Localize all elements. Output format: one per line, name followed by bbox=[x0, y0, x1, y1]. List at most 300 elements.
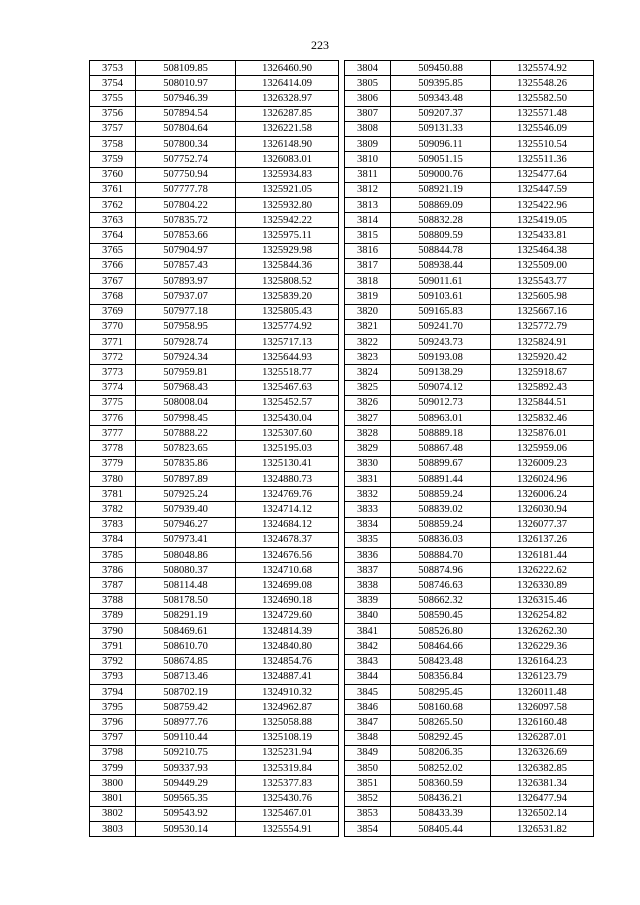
point-number-cell: 3851 bbox=[345, 776, 391, 791]
x-coordinate-cell: 509096.11 bbox=[391, 137, 491, 152]
table-row bbox=[90, 213, 339, 228]
y-coordinate-cell: 1325942.22 bbox=[236, 213, 339, 228]
table-row bbox=[345, 91, 594, 106]
y-coordinate-cell: 1325509.00 bbox=[491, 258, 594, 273]
table-row bbox=[345, 806, 594, 821]
point-number-cell: 3848 bbox=[345, 730, 391, 745]
table-row bbox=[345, 350, 594, 365]
table-row bbox=[345, 593, 594, 608]
y-coordinate-cell: 1326164.23 bbox=[491, 654, 594, 669]
page-number: 223 bbox=[311, 38, 329, 52]
y-coordinate-cell: 1325377.83 bbox=[236, 776, 339, 791]
point-number-cell: 3783 bbox=[90, 517, 136, 532]
point-number-cell: 3793 bbox=[90, 669, 136, 684]
table-row bbox=[345, 548, 594, 563]
table-row bbox=[345, 274, 594, 289]
x-coordinate-cell: 507857.43 bbox=[136, 258, 236, 273]
point-number-cell: 3842 bbox=[345, 639, 391, 654]
table-row bbox=[345, 578, 594, 593]
x-coordinate-cell: 508295.45 bbox=[391, 684, 491, 699]
table-row bbox=[345, 715, 594, 730]
table-row bbox=[90, 502, 339, 517]
table-row bbox=[345, 137, 594, 152]
point-number-cell: 3765 bbox=[90, 243, 136, 258]
y-coordinate-cell: 1325574.92 bbox=[491, 61, 594, 76]
y-coordinate-cell: 1326328.97 bbox=[236, 91, 339, 106]
point-number-cell: 3802 bbox=[90, 806, 136, 821]
point-number-cell: 3775 bbox=[90, 395, 136, 410]
x-coordinate-cell: 508109.85 bbox=[136, 61, 236, 76]
table-row bbox=[90, 700, 339, 715]
y-coordinate-cell: 1324699.08 bbox=[236, 578, 339, 593]
table-row bbox=[90, 548, 339, 563]
y-coordinate-cell: 1325467.01 bbox=[236, 806, 339, 821]
y-coordinate-cell: 1324880.73 bbox=[236, 471, 339, 486]
point-number-cell: 3821 bbox=[345, 319, 391, 334]
point-number-cell: 3769 bbox=[90, 304, 136, 319]
point-number-cell: 3805 bbox=[345, 76, 391, 91]
x-coordinate-cell: 509165.83 bbox=[391, 304, 491, 319]
table-row bbox=[345, 456, 594, 471]
x-coordinate-cell: 508832.28 bbox=[391, 213, 491, 228]
table-row bbox=[345, 213, 594, 228]
table-row bbox=[90, 441, 339, 456]
x-coordinate-cell: 507894.54 bbox=[136, 106, 236, 121]
x-coordinate-cell: 509011.61 bbox=[391, 274, 491, 289]
point-number-cell: 3832 bbox=[345, 487, 391, 502]
y-coordinate-cell: 1326160.48 bbox=[491, 715, 594, 730]
y-coordinate-cell: 1325464.38 bbox=[491, 243, 594, 258]
y-coordinate-cell: 1326077.37 bbox=[491, 517, 594, 532]
point-number-cell: 3799 bbox=[90, 761, 136, 776]
x-coordinate-cell: 507973.41 bbox=[136, 532, 236, 547]
x-coordinate-cell: 509138.29 bbox=[391, 365, 491, 380]
y-coordinate-cell: 1326123.79 bbox=[491, 669, 594, 684]
point-number-cell: 3789 bbox=[90, 608, 136, 623]
table-row bbox=[90, 608, 339, 623]
x-coordinate-cell: 507777.78 bbox=[136, 182, 236, 197]
y-coordinate-cell: 1326222.62 bbox=[491, 563, 594, 578]
x-coordinate-cell: 507958.95 bbox=[136, 319, 236, 334]
point-number-cell: 3850 bbox=[345, 761, 391, 776]
y-coordinate-cell: 1324714.12 bbox=[236, 502, 339, 517]
point-number-cell: 3852 bbox=[345, 791, 391, 806]
y-coordinate-cell: 1326024.96 bbox=[491, 471, 594, 486]
x-coordinate-cell: 508889.18 bbox=[391, 426, 491, 441]
y-coordinate-cell: 1324962.87 bbox=[236, 700, 339, 715]
table-row bbox=[345, 745, 594, 760]
x-coordinate-cell: 508292.45 bbox=[391, 730, 491, 745]
point-number-cell: 3819 bbox=[345, 289, 391, 304]
y-coordinate-cell: 1325717.13 bbox=[236, 334, 339, 349]
point-number-cell: 3822 bbox=[345, 334, 391, 349]
x-coordinate-cell: 508590.45 bbox=[391, 608, 491, 623]
x-coordinate-cell: 508869.09 bbox=[391, 197, 491, 212]
y-coordinate-cell: 1325548.26 bbox=[491, 76, 594, 91]
point-number-cell: 3779 bbox=[90, 456, 136, 471]
y-coordinate-cell: 1326531.82 bbox=[491, 821, 594, 836]
x-coordinate-cell: 508874.96 bbox=[391, 563, 491, 578]
point-number-cell: 3790 bbox=[90, 624, 136, 639]
y-coordinate-cell: 1325667.16 bbox=[491, 304, 594, 319]
y-coordinate-cell: 1325452.57 bbox=[236, 395, 339, 410]
table-row bbox=[90, 411, 339, 426]
table-row bbox=[345, 608, 594, 623]
y-coordinate-cell: 1324676.56 bbox=[236, 548, 339, 563]
table-row bbox=[345, 639, 594, 654]
x-coordinate-cell: 508160.68 bbox=[391, 700, 491, 715]
x-coordinate-cell: 508859.24 bbox=[391, 487, 491, 502]
point-number-cell: 3757 bbox=[90, 121, 136, 136]
table-row bbox=[90, 624, 339, 639]
y-coordinate-cell: 1324684.12 bbox=[236, 517, 339, 532]
point-number-cell: 3763 bbox=[90, 213, 136, 228]
x-coordinate-cell: 508713.46 bbox=[136, 669, 236, 684]
point-number-cell: 3780 bbox=[90, 471, 136, 486]
point-number-cell: 3794 bbox=[90, 684, 136, 699]
x-coordinate-cell: 508008.04 bbox=[136, 395, 236, 410]
x-coordinate-cell: 508206.35 bbox=[391, 745, 491, 760]
table-row bbox=[90, 456, 339, 471]
point-number-cell: 3828 bbox=[345, 426, 391, 441]
y-coordinate-cell: 1325582.50 bbox=[491, 91, 594, 106]
x-coordinate-cell: 508884.70 bbox=[391, 548, 491, 563]
x-coordinate-cell: 507904.97 bbox=[136, 243, 236, 258]
y-coordinate-cell: 1325195.03 bbox=[236, 441, 339, 456]
x-coordinate-cell: 508921.19 bbox=[391, 182, 491, 197]
x-coordinate-cell: 508674.85 bbox=[136, 654, 236, 669]
y-coordinate-cell: 1326097.58 bbox=[491, 700, 594, 715]
y-coordinate-cell: 1325932.80 bbox=[236, 197, 339, 212]
y-coordinate-cell: 1326414.09 bbox=[236, 76, 339, 91]
y-coordinate-cell: 1324710.68 bbox=[236, 563, 339, 578]
point-number-cell: 3827 bbox=[345, 411, 391, 426]
x-coordinate-cell: 508702.19 bbox=[136, 684, 236, 699]
point-number-cell: 3785 bbox=[90, 548, 136, 563]
x-coordinate-cell: 508610.70 bbox=[136, 639, 236, 654]
table-row bbox=[90, 167, 339, 182]
point-number-cell: 3831 bbox=[345, 471, 391, 486]
y-coordinate-cell: 1325477.64 bbox=[491, 167, 594, 182]
y-coordinate-cell: 1326502.14 bbox=[491, 806, 594, 821]
table-row bbox=[345, 776, 594, 791]
y-coordinate-cell: 1326381.34 bbox=[491, 776, 594, 791]
point-number-cell: 3796 bbox=[90, 715, 136, 730]
table-row bbox=[90, 395, 339, 410]
x-coordinate-cell: 508080.37 bbox=[136, 563, 236, 578]
coordinates-table-right bbox=[344, 60, 594, 837]
y-coordinate-cell: 1325422.96 bbox=[491, 197, 594, 212]
point-number-cell: 3807 bbox=[345, 106, 391, 121]
point-number-cell: 3787 bbox=[90, 578, 136, 593]
table-row bbox=[345, 821, 594, 836]
table-row bbox=[345, 532, 594, 547]
point-number-cell: 3815 bbox=[345, 228, 391, 243]
point-number-cell: 3845 bbox=[345, 684, 391, 699]
table-row bbox=[345, 61, 594, 76]
point-number-cell: 3761 bbox=[90, 182, 136, 197]
y-coordinate-cell: 1324690.18 bbox=[236, 593, 339, 608]
x-coordinate-cell: 509210.75 bbox=[136, 745, 236, 760]
table-row bbox=[345, 365, 594, 380]
y-coordinate-cell: 1325058.88 bbox=[236, 715, 339, 730]
table-row bbox=[90, 715, 339, 730]
point-number-cell: 3833 bbox=[345, 502, 391, 517]
point-number-cell: 3771 bbox=[90, 334, 136, 349]
x-coordinate-cell: 507937.07 bbox=[136, 289, 236, 304]
point-number-cell: 3844 bbox=[345, 669, 391, 684]
y-coordinate-cell: 1326229.36 bbox=[491, 639, 594, 654]
table-row bbox=[90, 654, 339, 669]
point-number-cell: 3760 bbox=[90, 167, 136, 182]
point-number-cell: 3818 bbox=[345, 274, 391, 289]
table-row bbox=[345, 411, 594, 426]
point-number-cell: 3834 bbox=[345, 517, 391, 532]
x-coordinate-cell: 507888.22 bbox=[136, 426, 236, 441]
table-row bbox=[345, 654, 594, 669]
x-coordinate-cell: 507939.40 bbox=[136, 502, 236, 517]
table-row bbox=[90, 365, 339, 380]
point-number-cell: 3755 bbox=[90, 91, 136, 106]
point-number-cell: 3808 bbox=[345, 121, 391, 136]
table-row bbox=[345, 167, 594, 182]
x-coordinate-cell: 509103.61 bbox=[391, 289, 491, 304]
table-row bbox=[90, 487, 339, 502]
point-number-cell: 3767 bbox=[90, 274, 136, 289]
table-row bbox=[90, 182, 339, 197]
y-coordinate-cell: 1326382.85 bbox=[491, 761, 594, 776]
y-coordinate-cell: 1325605.98 bbox=[491, 289, 594, 304]
y-coordinate-cell: 1326254.82 bbox=[491, 608, 594, 623]
x-coordinate-cell: 508836.03 bbox=[391, 532, 491, 547]
x-coordinate-cell: 507804.22 bbox=[136, 197, 236, 212]
table-row bbox=[345, 426, 594, 441]
table-row bbox=[345, 258, 594, 273]
point-number-cell: 3823 bbox=[345, 350, 391, 365]
x-coordinate-cell: 508977.76 bbox=[136, 715, 236, 730]
table-row bbox=[345, 121, 594, 136]
table-row bbox=[90, 563, 339, 578]
x-coordinate-cell: 509337.93 bbox=[136, 761, 236, 776]
x-coordinate-cell: 509243.73 bbox=[391, 334, 491, 349]
x-coordinate-cell: 508433.39 bbox=[391, 806, 491, 821]
x-coordinate-cell: 508839.02 bbox=[391, 502, 491, 517]
point-number-cell: 3770 bbox=[90, 319, 136, 334]
x-coordinate-cell: 508469.61 bbox=[136, 624, 236, 639]
y-coordinate-cell: 1326181.44 bbox=[491, 548, 594, 563]
x-coordinate-cell: 508356.84 bbox=[391, 669, 491, 684]
table-row bbox=[345, 395, 594, 410]
point-number-cell: 3816 bbox=[345, 243, 391, 258]
point-number-cell: 3788 bbox=[90, 593, 136, 608]
table-row bbox=[90, 350, 339, 365]
table-row bbox=[345, 106, 594, 121]
table-row bbox=[345, 624, 594, 639]
x-coordinate-cell: 508360.59 bbox=[391, 776, 491, 791]
table-row bbox=[90, 578, 339, 593]
x-coordinate-cell: 508114.48 bbox=[136, 578, 236, 593]
table-row bbox=[90, 61, 339, 76]
point-number-cell: 3849 bbox=[345, 745, 391, 760]
point-number-cell: 3854 bbox=[345, 821, 391, 836]
table-row bbox=[90, 380, 339, 395]
point-number-cell: 3803 bbox=[90, 821, 136, 836]
x-coordinate-cell: 507835.72 bbox=[136, 213, 236, 228]
x-coordinate-cell: 509074.12 bbox=[391, 380, 491, 395]
point-number-cell: 3758 bbox=[90, 137, 136, 152]
x-coordinate-cell: 508759.42 bbox=[136, 700, 236, 715]
x-coordinate-cell: 508291.19 bbox=[136, 608, 236, 623]
point-number-cell: 3766 bbox=[90, 258, 136, 273]
x-coordinate-cell: 508526.80 bbox=[391, 624, 491, 639]
point-number-cell: 3762 bbox=[90, 197, 136, 212]
y-coordinate-cell: 1325543.77 bbox=[491, 274, 594, 289]
y-coordinate-cell: 1326315.46 bbox=[491, 593, 594, 608]
table-row bbox=[90, 761, 339, 776]
table-row bbox=[90, 669, 339, 684]
y-coordinate-cell: 1326330.89 bbox=[491, 578, 594, 593]
y-coordinate-cell: 1326006.24 bbox=[491, 487, 594, 502]
y-coordinate-cell: 1326326.69 bbox=[491, 745, 594, 760]
y-coordinate-cell: 1324814.39 bbox=[236, 624, 339, 639]
y-coordinate-cell: 1325772.79 bbox=[491, 319, 594, 334]
point-number-cell: 3838 bbox=[345, 578, 391, 593]
point-number-cell: 3806 bbox=[345, 91, 391, 106]
y-coordinate-cell: 1325644.93 bbox=[236, 350, 339, 365]
y-coordinate-cell: 1325929.98 bbox=[236, 243, 339, 258]
x-coordinate-cell: 508178.50 bbox=[136, 593, 236, 608]
y-coordinate-cell: 1325430.04 bbox=[236, 411, 339, 426]
table-row bbox=[345, 487, 594, 502]
x-coordinate-cell: 508809.59 bbox=[391, 228, 491, 243]
table-row bbox=[90, 152, 339, 167]
table-row bbox=[345, 228, 594, 243]
y-coordinate-cell: 1325433.81 bbox=[491, 228, 594, 243]
point-number-cell: 3837 bbox=[345, 563, 391, 578]
y-coordinate-cell: 1325975.11 bbox=[236, 228, 339, 243]
point-number-cell: 3846 bbox=[345, 700, 391, 715]
table-row bbox=[345, 471, 594, 486]
x-coordinate-cell: 509241.70 bbox=[391, 319, 491, 334]
y-coordinate-cell: 1326083.01 bbox=[236, 152, 339, 167]
x-coordinate-cell: 507946.27 bbox=[136, 517, 236, 532]
y-coordinate-cell: 1325510.54 bbox=[491, 137, 594, 152]
x-coordinate-cell: 507925.24 bbox=[136, 487, 236, 502]
table-row bbox=[90, 121, 339, 136]
table-row bbox=[90, 197, 339, 212]
x-coordinate-cell: 509565.35 bbox=[136, 791, 236, 806]
y-coordinate-cell: 1325959.06 bbox=[491, 441, 594, 456]
y-coordinate-cell: 1325231.94 bbox=[236, 745, 339, 760]
y-coordinate-cell: 1326009.23 bbox=[491, 456, 594, 471]
table-row bbox=[90, 304, 339, 319]
table-row bbox=[90, 289, 339, 304]
point-number-cell: 3853 bbox=[345, 806, 391, 821]
y-coordinate-cell: 1325824.91 bbox=[491, 334, 594, 349]
point-number-cell: 3809 bbox=[345, 137, 391, 152]
y-coordinate-cell: 1326011.48 bbox=[491, 684, 594, 699]
table-row bbox=[90, 228, 339, 243]
x-coordinate-cell: 507928.74 bbox=[136, 334, 236, 349]
y-coordinate-cell: 1325918.67 bbox=[491, 365, 594, 380]
point-number-cell: 3836 bbox=[345, 548, 391, 563]
x-coordinate-cell: 508252.02 bbox=[391, 761, 491, 776]
table-row bbox=[345, 197, 594, 212]
y-coordinate-cell: 1325511.36 bbox=[491, 152, 594, 167]
x-coordinate-cell: 509051.15 bbox=[391, 152, 491, 167]
point-number-cell: 3773 bbox=[90, 365, 136, 380]
table-row bbox=[345, 319, 594, 334]
point-number-cell: 3804 bbox=[345, 61, 391, 76]
point-number-cell: 3811 bbox=[345, 167, 391, 182]
point-number-cell: 3797 bbox=[90, 730, 136, 745]
x-coordinate-cell: 507924.34 bbox=[136, 350, 236, 365]
table-row bbox=[90, 426, 339, 441]
y-coordinate-cell: 1324769.76 bbox=[236, 487, 339, 502]
point-number-cell: 3774 bbox=[90, 380, 136, 395]
point-number-cell: 3801 bbox=[90, 791, 136, 806]
point-number-cell: 3810 bbox=[345, 152, 391, 167]
table-row bbox=[345, 730, 594, 745]
x-coordinate-cell: 507835.86 bbox=[136, 456, 236, 471]
y-coordinate-cell: 1325108.19 bbox=[236, 730, 339, 745]
x-coordinate-cell: 507853.66 bbox=[136, 228, 236, 243]
point-number-cell: 3826 bbox=[345, 395, 391, 410]
point-number-cell: 3829 bbox=[345, 441, 391, 456]
x-coordinate-cell: 507897.89 bbox=[136, 471, 236, 486]
x-coordinate-cell: 507977.18 bbox=[136, 304, 236, 319]
x-coordinate-cell: 509343.48 bbox=[391, 91, 491, 106]
x-coordinate-cell: 508010.97 bbox=[136, 76, 236, 91]
point-number-cell: 3792 bbox=[90, 654, 136, 669]
x-coordinate-cell: 508963.01 bbox=[391, 411, 491, 426]
table-row bbox=[345, 304, 594, 319]
y-coordinate-cell: 1325920.42 bbox=[491, 350, 594, 365]
y-coordinate-cell: 1325808.52 bbox=[236, 274, 339, 289]
point-number-cell: 3830 bbox=[345, 456, 391, 471]
y-coordinate-cell: 1325546.09 bbox=[491, 121, 594, 136]
table-row bbox=[345, 441, 594, 456]
y-coordinate-cell: 1324729.60 bbox=[236, 608, 339, 623]
table-row bbox=[345, 684, 594, 699]
x-coordinate-cell: 508859.24 bbox=[391, 517, 491, 532]
table-row bbox=[90, 76, 339, 91]
y-coordinate-cell: 1325447.59 bbox=[491, 182, 594, 197]
table-row bbox=[90, 639, 339, 654]
x-coordinate-cell: 509449.29 bbox=[136, 776, 236, 791]
table-row bbox=[345, 182, 594, 197]
point-number-cell: 3840 bbox=[345, 608, 391, 623]
table-row bbox=[345, 517, 594, 532]
point-number-cell: 3812 bbox=[345, 182, 391, 197]
point-number-cell: 3781 bbox=[90, 487, 136, 502]
x-coordinate-cell: 508867.48 bbox=[391, 441, 491, 456]
table-row bbox=[90, 806, 339, 821]
x-coordinate-cell: 509395.85 bbox=[391, 76, 491, 91]
table-row bbox=[90, 258, 339, 273]
x-coordinate-cell: 509193.08 bbox=[391, 350, 491, 365]
table-row bbox=[345, 76, 594, 91]
point-number-cell: 3778 bbox=[90, 441, 136, 456]
x-coordinate-cell: 507752.74 bbox=[136, 152, 236, 167]
x-coordinate-cell: 507946.39 bbox=[136, 91, 236, 106]
x-coordinate-cell: 507800.34 bbox=[136, 137, 236, 152]
x-coordinate-cell: 508436.21 bbox=[391, 791, 491, 806]
y-coordinate-cell: 1325876.01 bbox=[491, 426, 594, 441]
y-coordinate-cell: 1325832.46 bbox=[491, 411, 594, 426]
table-row bbox=[90, 274, 339, 289]
y-coordinate-cell: 1325307.60 bbox=[236, 426, 339, 441]
